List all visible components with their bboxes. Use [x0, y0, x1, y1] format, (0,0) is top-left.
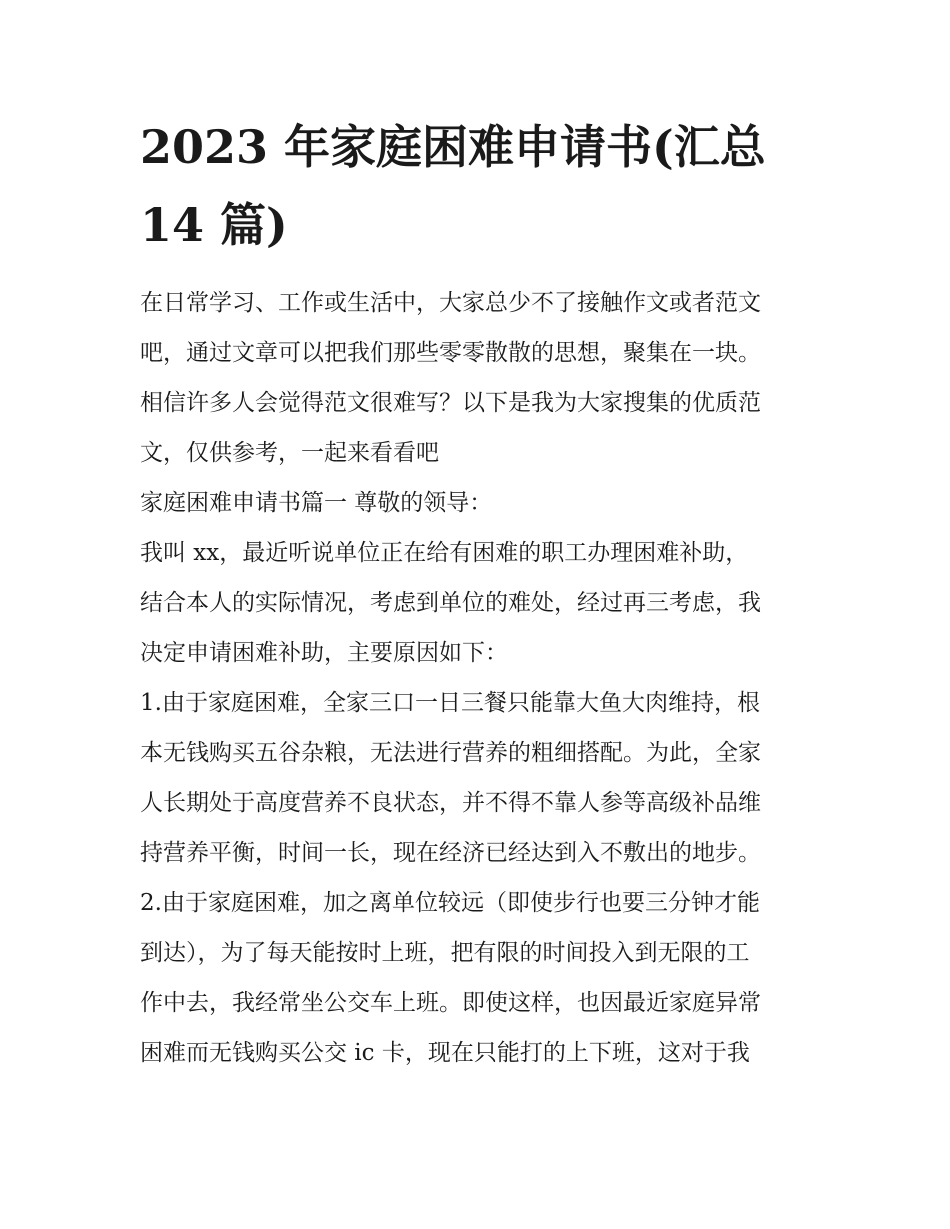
text-line: 作中去，我经常坐公交车上班。即使这样，也因最近家庭异常 — [140, 990, 761, 1016]
text-line: 相信许多人会觉得范文很难写？以下是我为大家搜集的优质范 — [140, 390, 761, 416]
title-line: 2023 年家庭困难申请书(汇总 — [140, 120, 766, 174]
text-line: 在日常学习、工作或生活中，大家总少不了接触作文或者范文 — [140, 290, 761, 316]
document-body — [140, 278, 810, 1078]
text-line: 本无钱购买五谷杂粮，无法进行营养的粗细搭配。为此，全家 — [140, 740, 761, 766]
text-line: 结合本人的实际情况，考虑到单位的难处，经过再三考虑，我 — [140, 590, 761, 616]
document-content — [140, 108, 820, 1078]
text-line: 2.由于家庭困难，加之离单位较远（即使步行也要三分钟才能 — [140, 890, 760, 916]
document-title — [140, 108, 780, 264]
text-line: 持营养平衡，时间一长，现在经济已经达到入不敷出的地步。 — [140, 840, 761, 866]
text-line: 吧，通过文章可以把我们那些零零散散的思想，聚集在一块。 — [140, 340, 761, 366]
text-line: 人长期处于高度营养不良状态，并不得不靠人参等高级补品维 — [140, 790, 761, 816]
title-line: 14 篇) — [140, 198, 288, 252]
text-line: 1.由于家庭困难，全家三口一日三餐只能靠大鱼大肉维持，根 — [140, 690, 760, 716]
text-line: 我叫 xx，最近听说单位正在给有困难的职工办理困难补助， — [140, 540, 749, 566]
text-line: 决定申请困难补助，主要原因如下： — [140, 640, 508, 666]
text-line: 困难而无钱购买公交 ic 卡，现在只能打的上下班，这对于我 — [140, 1040, 750, 1066]
text-line: 文，仅供参考，一起来看看吧 — [140, 440, 439, 466]
section-heading-line: 家庭困难申请书篇一 尊敬的领导： — [140, 490, 493, 516]
text-line: 到达），为了每天能按时上班，把有限的时间投入到无限的工 — [140, 940, 750, 966]
